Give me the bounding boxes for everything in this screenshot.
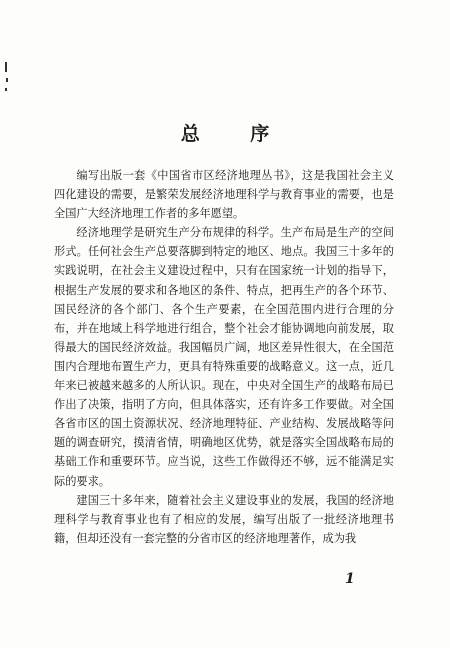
page-title: 总 序 [180, 123, 292, 145]
body-text [54, 166, 394, 548]
margin-ink-mark [5, 62, 7, 72]
margin-ink-mark [6, 78, 8, 82]
paragraph-3: 建国三十多年来，随着社会主义建设事业的发展，我国的经济地理科学与教育事业也有了相应的发展，编写出版了一批经济地理书籍，但却还没有一套完整的分省市区的经济地理著作，成为我 [54, 493, 394, 545]
page-number: 1 [345, 571, 355, 587]
margin-ink-mark [5, 88, 7, 91]
paragraph-2: 经济地理学是研究生产分布规律的科学。生产布局是生产的空间形式。任何社会生产总要落脚到特定的地区、地点。我国三十多年的实践说明，在社会主义建设过程中，只有在国家统一计划的指导下，根据生产发展的要求和各地区的条件、特点，把再生产的各个环节、国民经济的各个部门、各个生产要素，在全国范围内进行合理的分布，并在地域上科学地进行组合，整个社会才能协调地向前发展，取得最大的国民经济效益。我国幅员广阔，地区差异性很大，在全国范围内合理地布置生产力，更具有特殊重要的战略意义。这一点，近几年来已被越来越多的人所认识。现在，中央对全国生产的战略布局已作出了决策，指明了方向，但具体落实，还有许多工作要做。对全国各省市区的国土资源状况、经济地理特征、产业结构、发展战略等问题的调查研究，摸清省情，明确地区优势，就是落实全国战略布局的基础工作和重要环节。应当说，这些工作做得还不够，远不能满足实际的要求。 [54, 226, 394, 488]
paragraph-1: 编写出版一套《中国省市区经济地理丛书》，这是我国社会主义四化建设的需要，是繁荣发展经济地理科学与教育事业的需要，也是全国广大经济地理工作者的多年愿望。 [54, 169, 394, 221]
